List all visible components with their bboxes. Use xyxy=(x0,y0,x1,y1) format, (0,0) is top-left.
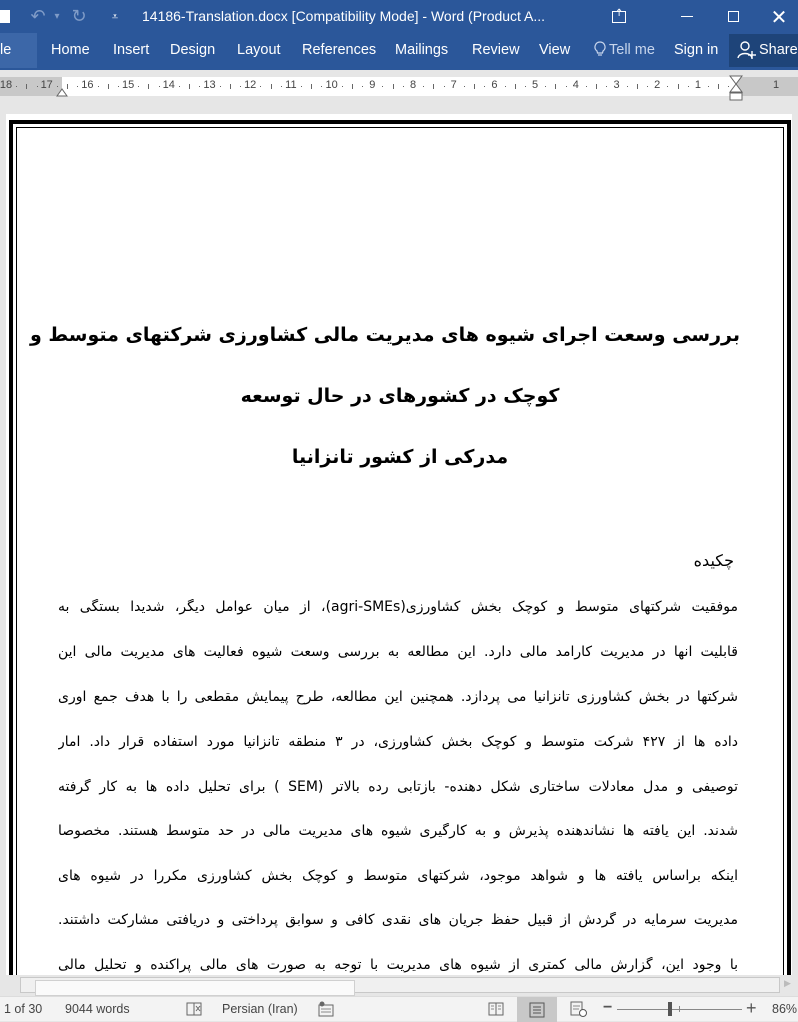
sign-in-link[interactable]: Sign in xyxy=(674,42,719,58)
read-mode-icon[interactable] xyxy=(488,1001,504,1017)
ruler-dot xyxy=(16,86,17,87)
ruler-dot xyxy=(179,86,180,87)
minimize-icon xyxy=(681,16,693,17)
paragraph-line: اینکه براساس یافته ها و شواهد موجود، شرکتهای متوسط و کوچک بخش کشاورزی مکررا در شیوه های xyxy=(58,868,738,884)
ruler-dot xyxy=(220,86,221,87)
ruler-dot xyxy=(77,86,78,87)
zoom-in-button[interactable]: + xyxy=(746,998,757,1018)
ruler-tick xyxy=(189,84,190,89)
paragraph-line: با وجود این، گزارش مالی کمتری از شیوه های مدیریت با توجه به صورت های مالی پراکنده و تحلیل مالی xyxy=(58,957,738,973)
ruler-tick xyxy=(311,84,312,89)
ruler-dot xyxy=(138,86,139,87)
scrollbar-track[interactable] xyxy=(20,977,780,993)
ribbon-display-icon xyxy=(612,11,626,23)
ruler-dot xyxy=(627,86,628,87)
ruler-dot xyxy=(423,86,424,87)
ruler-tick xyxy=(26,84,27,89)
ruler-dot xyxy=(505,86,506,87)
horizontal-scrollbar[interactable] xyxy=(0,975,798,996)
ruler-margin-right xyxy=(736,77,798,96)
ruler-number: 13 xyxy=(203,79,216,91)
ruler-dot xyxy=(199,86,200,87)
ruler-number: 14 xyxy=(162,79,175,91)
ruler-dot xyxy=(159,86,160,87)
ruler-dot xyxy=(118,86,119,87)
ruler-tick xyxy=(678,84,679,89)
ruler-dot xyxy=(382,86,383,87)
close-icon: ✕ xyxy=(770,4,788,29)
share-button[interactable] xyxy=(729,34,798,67)
ruler-dot xyxy=(545,86,546,87)
zoom-out-button[interactable]: − xyxy=(603,999,613,1016)
ruler-tick xyxy=(108,84,109,89)
proofing-icon[interactable] xyxy=(185,1001,205,1017)
share-label: Share xyxy=(759,42,798,58)
document-page[interactable] xyxy=(6,114,792,975)
web-layout-icon[interactable] xyxy=(570,1001,588,1017)
ruler-tick xyxy=(637,84,638,89)
ruler-tick xyxy=(271,84,272,89)
tab-insert[interactable]: Insert xyxy=(113,42,150,58)
ruler-number: 16 xyxy=(81,79,94,91)
paragraph-line: قابلیت انها در مدیریت کارامد مالی دارد. این مطالعه به بررسی وسعت شیوه فعالیت های مدیریت مالی این xyxy=(58,644,738,660)
ruler-number: 2 xyxy=(654,79,661,91)
undo-icon[interactable]: ↶ xyxy=(30,6,46,27)
ruler-number: 11 xyxy=(285,79,297,91)
paragraph-line: مدیریت سرمایه در گردش از قبیل حفظ جریان های نقدی کافی و سوابق پرداختی و دریافتی مشارکت داشتند. xyxy=(58,912,738,928)
zoom-slider-center-tick xyxy=(679,1006,680,1012)
tab-file[interactable]: le xyxy=(0,33,37,68)
tab-layout[interactable]: Layout xyxy=(237,42,281,58)
ruler-dot xyxy=(98,86,99,87)
ruler-tick xyxy=(67,84,68,89)
ruler-dot xyxy=(525,86,526,87)
ruler-number: 6 xyxy=(491,79,498,91)
close-button[interactable] xyxy=(756,0,798,33)
ruler-tick xyxy=(515,84,516,89)
page-count[interactable]: 1 of 30 xyxy=(4,1002,43,1016)
ruler-number: 3 xyxy=(613,79,620,91)
page-border-inner xyxy=(16,127,784,975)
paragraph-line: داده ها از ۴۲۷ شرکت متوسط و کوچک بخش کشاورزی، در ۳ منطقه تانزانیا مورد استفاده قرار داد. امار xyxy=(58,734,738,750)
ruler-dot xyxy=(240,86,241,87)
document-canvas[interactable] xyxy=(0,102,798,975)
ruler-tick xyxy=(596,84,597,89)
title-bar xyxy=(0,0,798,33)
ruler-number: 4 xyxy=(572,79,579,91)
right-indent-marker[interactable] xyxy=(729,75,743,101)
tab-mailings[interactable]: Mailings xyxy=(395,42,449,58)
tab-review[interactable]: Review xyxy=(472,42,520,58)
tab-home[interactable]: Home xyxy=(51,42,90,58)
ruler-number: 1 xyxy=(694,79,701,91)
word-count[interactable]: 9044 words xyxy=(65,1002,130,1016)
ruler-tick xyxy=(230,84,231,89)
ruler-number: 8 xyxy=(409,79,417,91)
language-indicator[interactable]: Persian (Iran) xyxy=(222,1002,298,1016)
ruler-dot xyxy=(728,86,729,87)
ruler-dot xyxy=(403,86,404,87)
lightbulb-icon xyxy=(594,41,606,57)
status-bar xyxy=(0,996,798,1021)
horizontal-ruler[interactable] xyxy=(0,77,798,96)
ruler-tick xyxy=(433,84,434,89)
ruler-dot xyxy=(647,86,648,87)
ruler-number: 1 xyxy=(772,79,780,91)
paragraph-line: شرکتها در بخش کشاورزی تانزانیا می پردازد. همچنین این مطالعه، طرح پیمایش مقطعی را با هدف جمع اوری xyxy=(58,689,738,705)
ruler-tick xyxy=(555,84,556,89)
ruler-number: 15 xyxy=(121,79,135,91)
macro-recording-icon[interactable] xyxy=(317,1001,335,1017)
ruler-dot xyxy=(362,86,363,87)
ruler-dot xyxy=(444,86,445,87)
ruler-dot xyxy=(281,86,282,87)
ruler-number: 9 xyxy=(369,79,376,91)
ruler-tick xyxy=(474,84,475,89)
maximize-button[interactable] xyxy=(710,0,756,33)
redo-icon[interactable]: ↻ xyxy=(71,6,87,27)
tab-design[interactable]: Design xyxy=(170,42,216,58)
save-icon[interactable] xyxy=(0,0,14,33)
share-person-icon xyxy=(737,40,757,60)
ruler-dot xyxy=(37,86,38,87)
tab-view[interactable]: View xyxy=(539,42,571,58)
ruler-dot xyxy=(484,86,485,87)
ribbon-tabs xyxy=(0,33,798,70)
paragraph-line: شدند. این یافته ها نشاندهنده پذیرش و به کارگیری شیوه های مدیریت مالی در حد متوسط هستند. مخصوصا xyxy=(58,823,738,839)
ribbon-display-options-button[interactable] xyxy=(596,0,642,33)
ruler-dot xyxy=(667,86,668,87)
tab-references[interactable]: References xyxy=(302,42,377,58)
ruler-dot xyxy=(301,86,302,87)
ruler-number: 12 xyxy=(244,79,257,91)
ruler-dot xyxy=(464,86,465,87)
customize-qat-icon[interactable]: ⩡ xyxy=(111,9,119,23)
undo-dropdown-icon[interactable]: ▾ xyxy=(54,11,60,22)
document-title-line-3: مدرکی از کشور تانزانیا xyxy=(291,446,509,468)
zoom-slider-thumb[interactable] xyxy=(668,1002,672,1016)
document-title-line-2: کوچک در کشورهای در حال توسعه xyxy=(240,385,560,407)
ruler-tick xyxy=(718,84,719,89)
abstract-heading: چکیده xyxy=(693,551,734,570)
ruler-dot xyxy=(342,86,343,87)
ruler-dot xyxy=(606,86,607,87)
ruler-number: 17 xyxy=(40,79,53,91)
zoom-level[interactable]: 86% xyxy=(772,1002,798,1016)
minimize-button[interactable] xyxy=(664,0,710,33)
tell-me-search[interactable] xyxy=(594,33,655,68)
ruler-dot xyxy=(566,86,567,87)
ruler-dot xyxy=(321,86,322,87)
ruler-dot xyxy=(586,86,587,87)
document-title-line-1: بررسی وسعت اجرای شیوه های مدیریت مالی کشاورزی شرکتهای متوسط و xyxy=(29,324,740,346)
scroll-right-arrow-icon[interactable]: ▶ xyxy=(784,979,791,989)
maximize-icon xyxy=(728,11,739,22)
ruler-dot xyxy=(57,86,58,87)
paragraph-line: توصیفی و مدل معادلات ساختاری شکل دهنده- بازتابی رده بالاتر (SEM ) برای تحلیل داده ها به کار گرفته xyxy=(58,779,738,795)
ruler-dot xyxy=(260,86,261,87)
ruler-number: 7 xyxy=(450,79,457,91)
scrollbar-thumb[interactable] xyxy=(35,980,355,996)
ruler-dot xyxy=(688,86,689,87)
window-title: 14186-Translation.docx [Compatibility Mode] - Word (Product A... xyxy=(142,8,546,24)
tell-me-label: Tell me xyxy=(609,42,655,58)
ruler-number: 18 xyxy=(0,79,13,91)
ruler-tick xyxy=(352,84,353,89)
print-layout-button[interactable] xyxy=(517,997,557,1022)
ruler-number: 5 xyxy=(532,79,539,91)
paragraph-line: موفقیت شرکتهای متوسط و کوچک بخش کشاورزی(agri-SMEs)، از میان عوامل دیگر، شدیدا بستگی به xyxy=(58,599,738,615)
ruler-tick xyxy=(393,84,394,89)
ruler-number: 10 xyxy=(325,79,338,91)
ruler-tick xyxy=(148,84,149,89)
ruler-dot xyxy=(708,86,709,87)
print-layout-icon xyxy=(529,1002,545,1018)
